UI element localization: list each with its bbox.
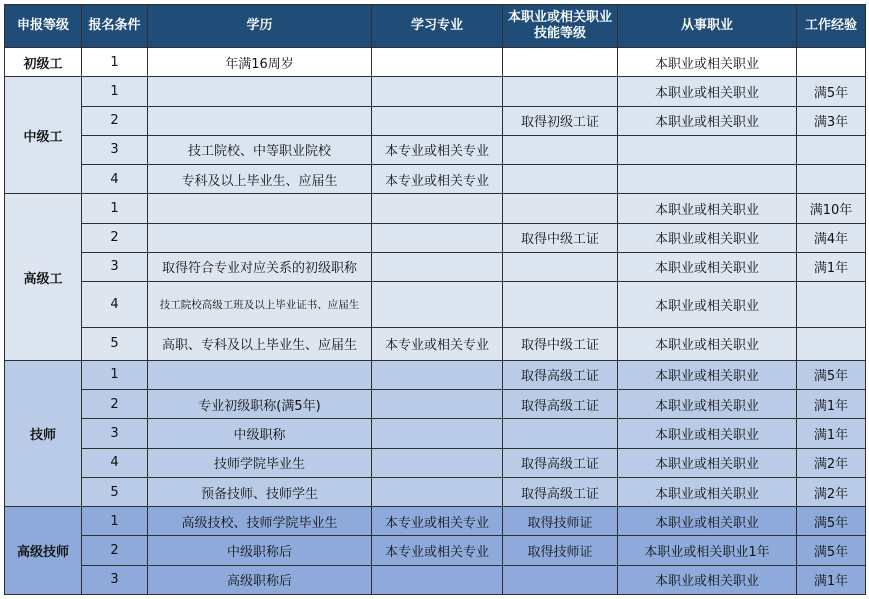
major-cell — [372, 477, 503, 506]
education-cell: 技工院校、中等职业院校 — [148, 135, 372, 164]
occupation-cell: 本职业或相关职业 — [618, 390, 797, 419]
experience-cell: 满5年 — [797, 536, 866, 565]
condition-cell: 3 — [82, 135, 148, 164]
occupation-cell: 本职业或相关职业 — [618, 48, 797, 77]
major-cell — [372, 282, 503, 327]
header-level: 申报等级 — [5, 5, 82, 48]
education-cell: 中级职称 — [148, 419, 372, 448]
skill-cell — [503, 194, 618, 223]
occupation-cell: 本职业或相关职业 — [618, 106, 797, 135]
experience-cell: 满2年 — [797, 477, 866, 506]
skill-cell: 取得中级工证 — [503, 327, 618, 360]
condition-cell: 3 — [82, 252, 148, 281]
condition-cell: 3 — [82, 565, 148, 594]
skill-cell: 取得高级工证 — [503, 448, 618, 477]
experience-cell: 满5年 — [797, 360, 866, 389]
condition-cell: 2 — [82, 106, 148, 135]
experience-cell: 满1年 — [797, 419, 866, 448]
table-row — [5, 360, 866, 389]
skill-cell: 取得高级工证 — [503, 477, 618, 506]
skill-cell — [503, 419, 618, 448]
table-row — [5, 194, 866, 223]
table-row — [5, 565, 866, 594]
condition-cell: 2 — [82, 536, 148, 565]
table-row — [5, 477, 866, 506]
education-cell: 高职、专科及以上毕业生、应届生 — [148, 327, 372, 360]
education-cell — [148, 223, 372, 252]
experience-cell — [797, 327, 866, 360]
occupation-cell — [618, 165, 797, 194]
skill-cell — [503, 77, 618, 106]
experience-cell — [797, 48, 866, 77]
major-cell — [372, 194, 503, 223]
experience-cell: 满5年 — [797, 507, 866, 536]
condition-cell: 5 — [82, 327, 148, 360]
major-cell — [372, 106, 503, 135]
header-row — [5, 5, 866, 48]
level-cell: 初级工 — [5, 48, 82, 77]
occupation-cell: 本职业或相关职业 — [618, 194, 797, 223]
education-cell: 专业初级职称(满5年) — [148, 390, 372, 419]
major-cell: 本专业或相关专业 — [372, 135, 503, 164]
occupation-cell — [618, 135, 797, 164]
occupation-cell: 本职业或相关职业 — [618, 419, 797, 448]
experience-cell: 满1年 — [797, 565, 866, 594]
table-row — [5, 106, 866, 135]
education-cell: 高级技校、技师学院毕业生 — [148, 507, 372, 536]
skill-cell — [503, 565, 618, 594]
occupation-cell: 本职业或相关职业 — [618, 565, 797, 594]
major-cell: 本专业或相关专业 — [372, 536, 503, 565]
education-cell: 高级职称后 — [148, 565, 372, 594]
header-major: 学习专业 — [372, 5, 503, 48]
major-cell — [372, 48, 503, 77]
skill-cell: 取得初级工证 — [503, 106, 618, 135]
table-row — [5, 327, 866, 360]
education-cell — [148, 106, 372, 135]
major-cell — [372, 223, 503, 252]
skill-cell: 取得高级工证 — [503, 360, 618, 389]
major-cell — [372, 419, 503, 448]
condition-cell: 4 — [82, 165, 148, 194]
skill-cell — [503, 165, 618, 194]
education-cell: 预备技师、技师学生 — [148, 477, 372, 506]
occupation-cell: 本职业或相关职业 — [618, 448, 797, 477]
level-cell: 高级工 — [5, 194, 82, 361]
skill-cell: 取得技师证 — [503, 536, 618, 565]
major-cell — [372, 77, 503, 106]
experience-cell: 满1年 — [797, 390, 866, 419]
experience-cell: 满3年 — [797, 106, 866, 135]
education-cell — [148, 77, 372, 106]
education-cell: 技师学院毕业生 — [148, 448, 372, 477]
header-condition: 报名条件 — [82, 5, 148, 48]
skill-cell: 取得技师证 — [503, 507, 618, 536]
education-cell: 年满16周岁 — [148, 48, 372, 77]
experience-cell — [797, 135, 866, 164]
occupation-cell: 本职业或相关职业 — [618, 477, 797, 506]
level-cell: 中级工 — [5, 77, 82, 194]
condition-cell: 5 — [82, 477, 148, 506]
experience-cell — [797, 282, 866, 327]
education-cell: 专科及以上毕业生、应届生 — [148, 165, 372, 194]
skill-cell — [503, 282, 618, 327]
condition-cell: 4 — [82, 282, 148, 327]
major-cell — [372, 360, 503, 389]
table-row — [5, 507, 866, 536]
table-row — [5, 282, 866, 327]
condition-cell: 4 — [82, 448, 148, 477]
skill-cell — [503, 48, 618, 77]
experience-cell: 满5年 — [797, 77, 866, 106]
occupation-cell: 本职业或相关职业 — [618, 223, 797, 252]
condition-cell: 1 — [82, 48, 148, 77]
occupation-cell: 本职业或相关职业 — [618, 327, 797, 360]
skill-cell — [503, 135, 618, 164]
skill-cell — [503, 252, 618, 281]
table-row — [5, 77, 866, 106]
experience-cell — [797, 165, 866, 194]
table-row — [5, 135, 866, 164]
table-row — [5, 419, 866, 448]
education-cell — [148, 360, 372, 389]
table-row — [5, 390, 866, 419]
major-cell — [372, 565, 503, 594]
condition-cell: 2 — [82, 223, 148, 252]
qualification-table — [4, 4, 866, 595]
skill-cell: 取得高级工证 — [503, 390, 618, 419]
major-cell: 本专业或相关专业 — [372, 507, 503, 536]
occupation-cell: 本职业或相关职业 — [618, 77, 797, 106]
occupation-cell: 本职业或相关职业 — [618, 507, 797, 536]
table-row — [5, 165, 866, 194]
condition-cell: 1 — [82, 194, 148, 223]
table-row — [5, 448, 866, 477]
condition-cell: 1 — [82, 507, 148, 536]
table-row — [5, 536, 866, 565]
major-cell: 本专业或相关专业 — [372, 165, 503, 194]
occupation-cell: 本职业或相关职业1年 — [618, 536, 797, 565]
table-row — [5, 223, 866, 252]
occupation-cell: 本职业或相关职业 — [618, 360, 797, 389]
education-cell: 取得符合专业对应关系的初级职称 — [148, 252, 372, 281]
table-row — [5, 252, 866, 281]
major-cell — [372, 390, 503, 419]
skill-cell: 取得中级工证 — [503, 223, 618, 252]
header-occupation: 从事职业 — [618, 5, 797, 48]
header-education: 学历 — [148, 5, 372, 48]
condition-cell: 3 — [82, 419, 148, 448]
condition-cell: 1 — [82, 77, 148, 106]
level-cell: 高级技师 — [5, 507, 82, 595]
occupation-cell: 本职业或相关职业 — [618, 282, 797, 327]
major-cell — [372, 448, 503, 477]
experience-cell: 满4年 — [797, 223, 866, 252]
major-cell — [372, 252, 503, 281]
condition-cell: 1 — [82, 360, 148, 389]
experience-cell: 满1年 — [797, 252, 866, 281]
experience-cell: 满10年 — [797, 194, 866, 223]
education-cell: 中级职称后 — [148, 536, 372, 565]
header-experience: 工作经验 — [797, 5, 866, 48]
header-skill-level: 本职业或相关职业技能等级 — [503, 5, 618, 48]
occupation-cell: 本职业或相关职业 — [618, 252, 797, 281]
table-row — [5, 48, 866, 77]
education-cell: 技工院校高级工班及以上毕业证书、应届生 — [148, 282, 372, 327]
condition-cell: 2 — [82, 390, 148, 419]
education-cell — [148, 194, 372, 223]
experience-cell: 满2年 — [797, 448, 866, 477]
level-cell: 技师 — [5, 360, 82, 506]
major-cell: 本专业或相关专业 — [372, 327, 503, 360]
